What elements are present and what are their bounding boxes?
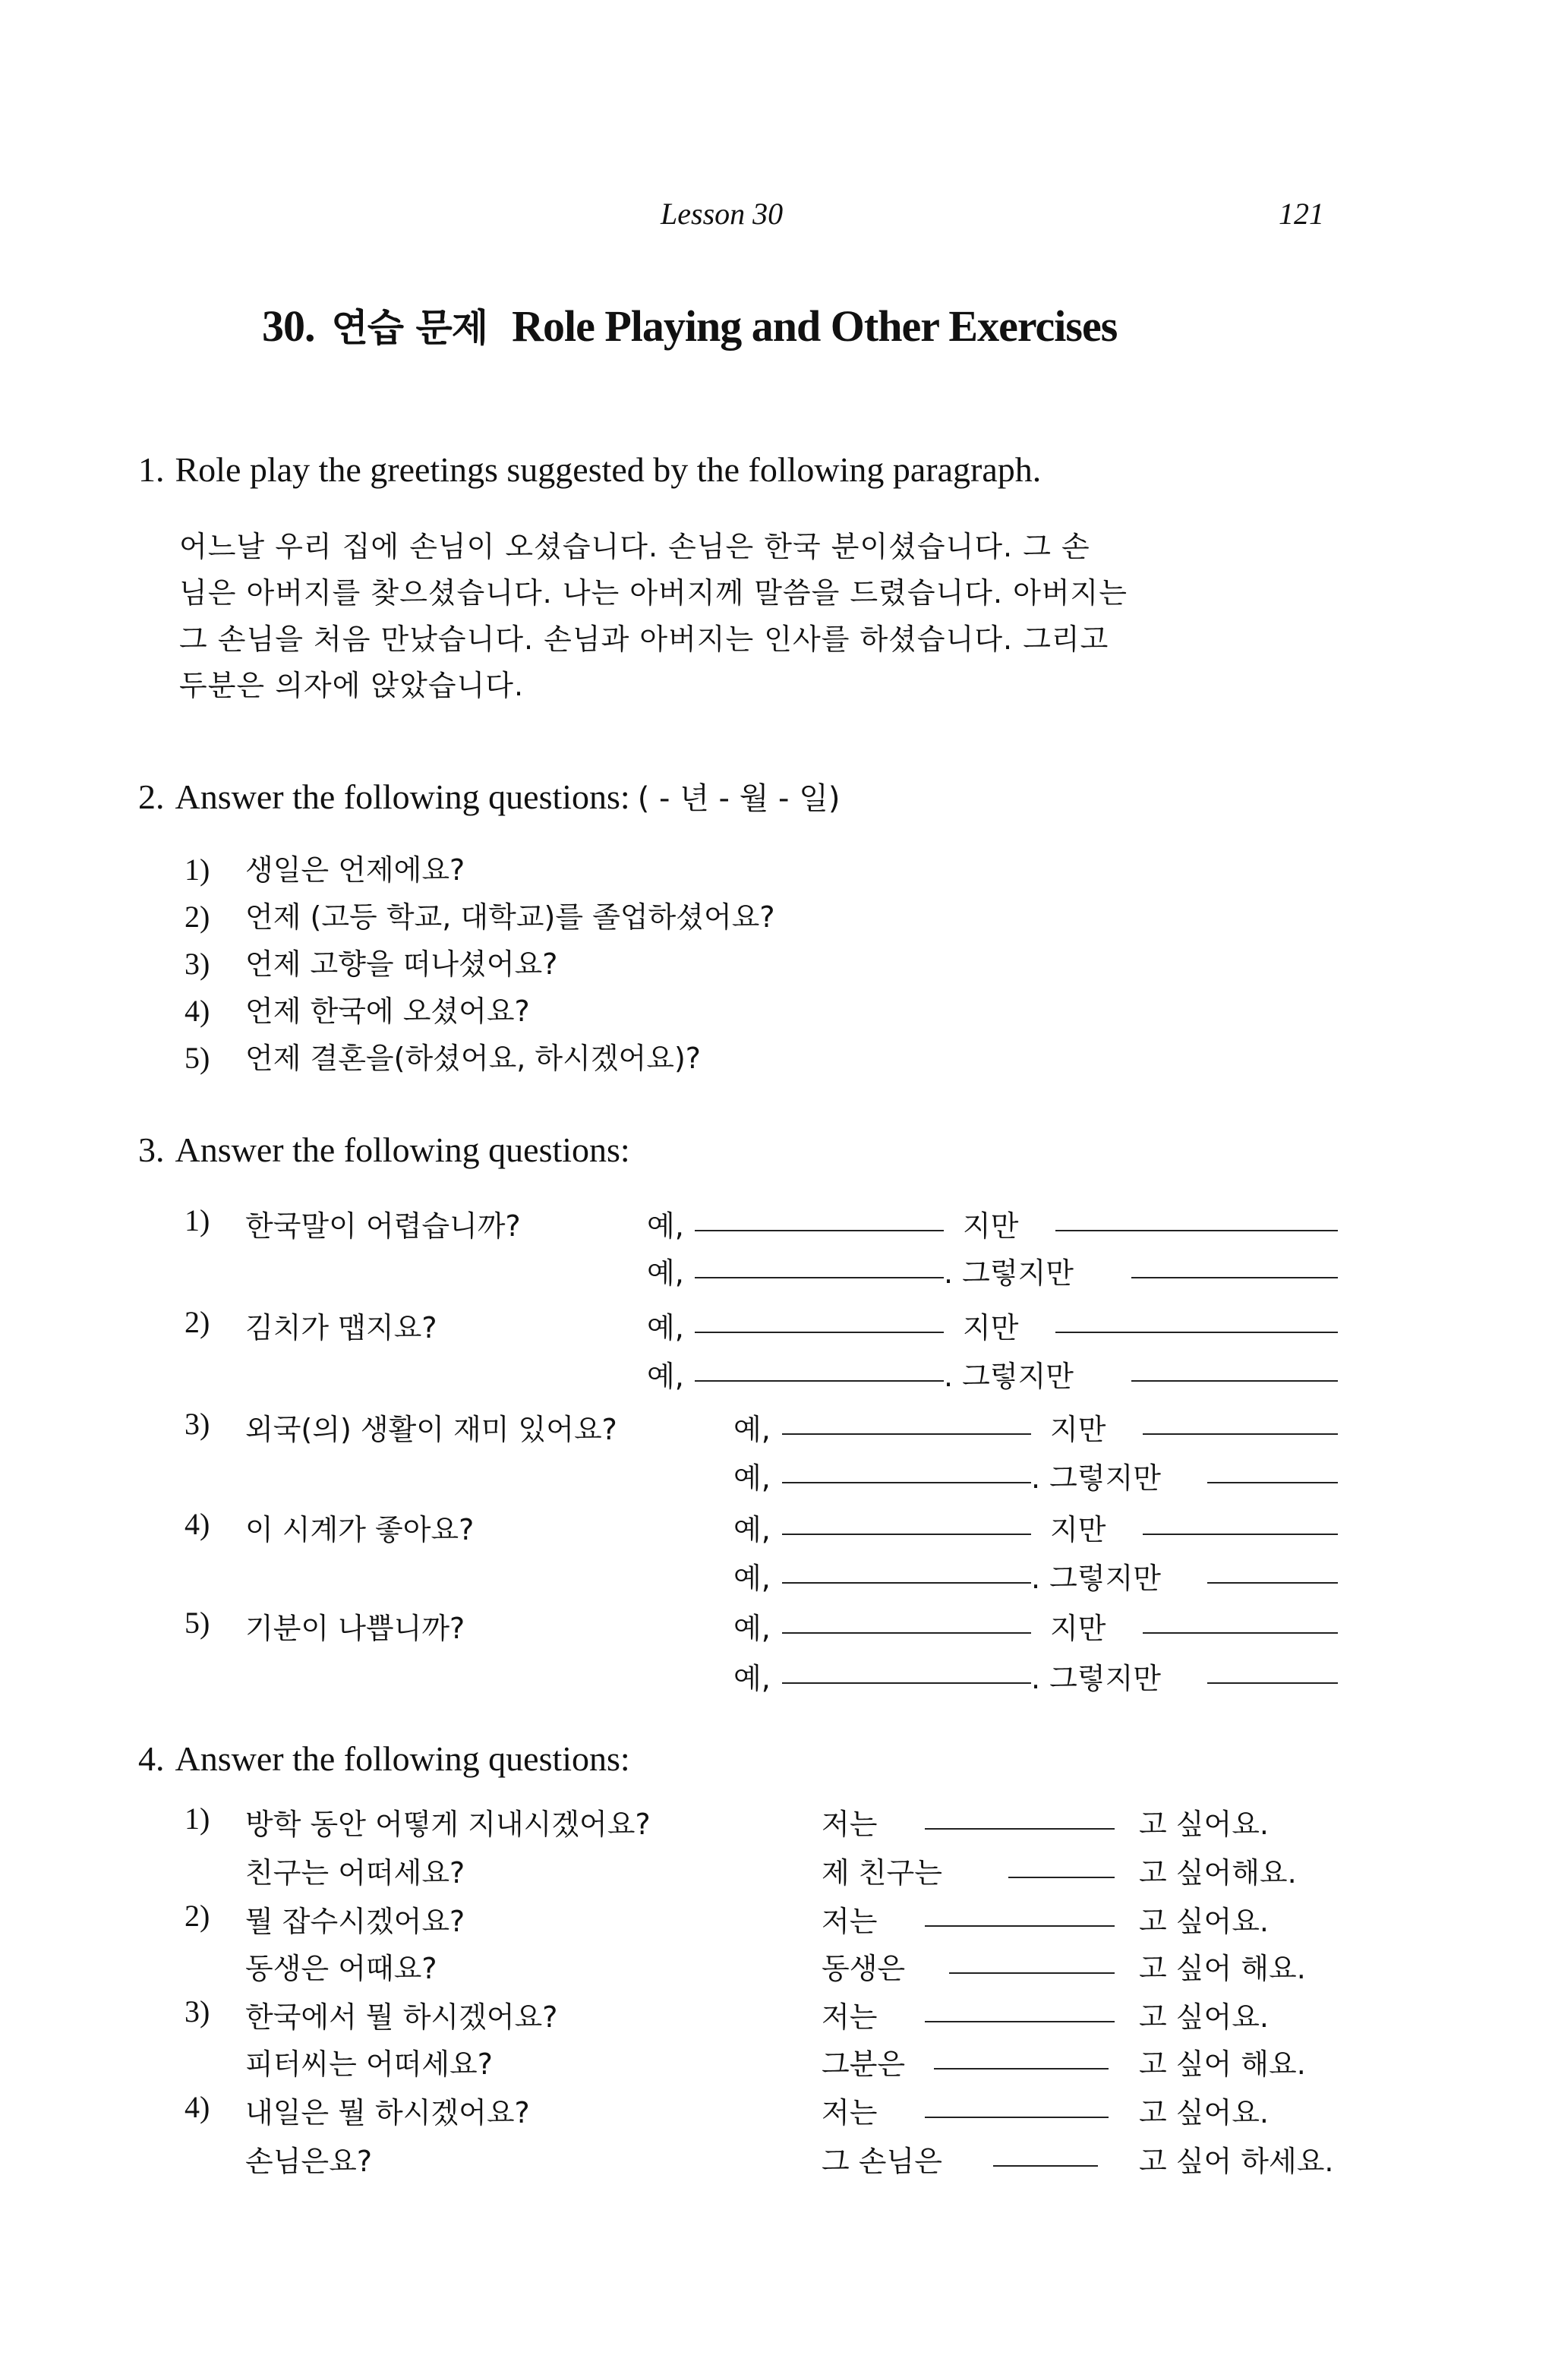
answer-blank[interactable]: [925, 1828, 1115, 1830]
section-number: 2.: [138, 777, 165, 816]
answer-blank[interactable]: [1055, 1230, 1338, 1231]
answer-blank[interactable]: [782, 1534, 1031, 1535]
answer-prefix: 예,: [733, 1662, 771, 1695]
answer-prefix: 저는: [822, 1905, 878, 1938]
answer-prefix: 동생은: [822, 1952, 906, 1985]
answer-blank[interactable]: [782, 1632, 1031, 1634]
question-number: 1): [185, 853, 210, 887]
answer-suffix: 지만: [963, 1209, 1019, 1243]
answer-blank[interactable]: [1207, 1482, 1338, 1483]
answer-blank[interactable]: [1143, 1433, 1338, 1435]
answer-suffix: 지만: [963, 1311, 1019, 1344]
answer-blank[interactable]: [1207, 1582, 1338, 1584]
answer-prefix: 예,: [733, 1612, 771, 1645]
section-2-question: [185, 941, 557, 982]
answer-prefix: 저는: [822, 2000, 878, 2034]
section-number: 3.: [138, 1130, 165, 1169]
question-number: 4): [185, 994, 210, 1028]
answer-suffix: 고 싶어요.: [1139, 2096, 1269, 2129]
answer-prefix: 저는: [822, 2096, 878, 2129]
title-english: Role Playing and Other Exercises: [512, 301, 1118, 351]
question-text: 한국말이 어렵습니까?: [245, 1209, 521, 1243]
question-text: 이 시계가 좋아요?: [245, 1513, 475, 1546]
question-text: 친구는 어떠세요?: [245, 1856, 465, 1890]
answer-prefix: 예,: [733, 1513, 771, 1546]
answer-blank[interactable]: [1131, 1277, 1338, 1278]
section-2-question: [185, 894, 775, 935]
answer-prefix: 예,: [647, 1360, 684, 1393]
answer-prefix: 예,: [647, 1256, 684, 1290]
question-number: 2): [185, 1305, 210, 1339]
question-text: 손님은요?: [245, 2145, 373, 2178]
question-text: 언제 한국에 오셨어요?: [245, 995, 530, 1028]
question-number: 3): [185, 1407, 210, 1441]
answer-blank[interactable]: [695, 1230, 944, 1231]
section-2-question: [185, 1035, 701, 1077]
answer-suffix: 고 싶어 해요.: [1139, 1952, 1306, 1985]
answer-prefix: 그분은: [822, 2047, 906, 2081]
paragraph-line: 그 손님을 처음 만났습니다. 손님과 아버지는 인사를 하셨습니다. 그리고: [179, 623, 1109, 656]
answer-blank[interactable]: [1143, 1632, 1338, 1634]
question-number: 4): [185, 1507, 210, 1541]
answer-blank[interactable]: [782, 1482, 1031, 1483]
section-heading-hint: ( - 년 - 월 - 일): [637, 781, 841, 816]
question-text: 언제 결혼을(하셨어요, 하시겠어요)?: [245, 1042, 701, 1075]
answer-prefix: 예,: [733, 1461, 771, 1495]
section-3-heading: [138, 1130, 630, 1170]
answer-suffix: 지만: [1050, 1612, 1106, 1645]
section-heading-text: Answer the following questions:: [175, 1739, 630, 1778]
answer-suffix: 지만: [1050, 1513, 1106, 1546]
answer-blank[interactable]: [925, 1925, 1115, 1927]
question-text: 뭘 잡수시겠어요?: [245, 1905, 465, 1938]
question-number: 5): [185, 1041, 210, 1075]
answer-prefix: 저는: [822, 1808, 878, 1841]
question-text: 생일은 언제에요?: [245, 853, 465, 887]
answer-suffix: . 그렇지만: [1031, 1562, 1161, 1595]
answer-prefix: 제 친구는: [822, 1856, 942, 1890]
question-text: 피터씨는 어떠세요?: [245, 2047, 493, 2081]
answer-blank[interactable]: [782, 1682, 1031, 1684]
answer-suffix: 고 싶어요.: [1139, 1905, 1269, 1938]
question-text: 언제 (고등 학교, 대학교)를 졸업하셨어요?: [245, 900, 775, 934]
question-text: 방학 동안 어떻게 지내시겠어요?: [245, 1808, 651, 1841]
question-text: 김치가 맵지요?: [245, 1311, 437, 1344]
question-number: 4): [185, 2090, 210, 2124]
section-heading-text: Role play the greetings suggested by the following paragraph.: [175, 450, 1042, 489]
answer-suffix: 고 싶어 하세요.: [1139, 2145, 1334, 2178]
answer-blank[interactable]: [1131, 1380, 1338, 1382]
lesson-label: Lesson 30: [661, 197, 784, 231]
paragraph-line: 두분은 의자에 앉았습니다.: [179, 669, 525, 702]
section-2-heading: [138, 774, 840, 818]
question-number: 3): [185, 1994, 210, 2029]
answer-prefix: 예,: [733, 1562, 771, 1595]
answer-prefix: 예,: [733, 1413, 771, 1446]
section-number: 1.: [138, 450, 165, 489]
question-number: 1): [185, 1802, 210, 1836]
answer-suffix: . 그렇지만: [944, 1256, 1074, 1290]
answer-blank[interactable]: [1143, 1534, 1338, 1535]
question-text: 기분이 나쁩니까?: [245, 1612, 465, 1645]
section-2-question: [185, 988, 530, 1029]
answer-prefix: 예,: [647, 1311, 684, 1344]
question-text: 내일은 뭘 하시겠어요?: [245, 2096, 530, 2129]
answer-suffix: . 그렇지만: [1031, 1461, 1161, 1495]
title-korean: 연습 문제: [331, 306, 488, 350]
answer-blank[interactable]: [993, 2165, 1098, 2167]
answer-blank[interactable]: [1207, 1682, 1338, 1684]
section-1-paragraph: [179, 524, 1341, 709]
answer-blank[interactable]: [925, 2117, 1109, 2118]
answer-blank[interactable]: [695, 1332, 944, 1333]
question-number: 2): [185, 1899, 210, 1933]
answer-blank[interactable]: [925, 2021, 1115, 2022]
answer-blank[interactable]: [782, 1433, 1031, 1435]
section-number: 4.: [138, 1739, 165, 1778]
section-1-heading: [138, 449, 1041, 490]
answer-suffix: 고 싶어요.: [1139, 1808, 1269, 1841]
answer-blank[interactable]: [1055, 1332, 1338, 1333]
answer-blank[interactable]: [695, 1277, 944, 1278]
section-4-heading: [138, 1739, 630, 1779]
answer-suffix: . 그렇지만: [944, 1360, 1074, 1393]
paragraph-line: 님은 아버지를 찾으셨습니다. 나는 아버지께 말씀을 드렸습니다. 아버지는: [179, 576, 1128, 610]
paragraph-line: 어느날 우리 집에 손님이 오셨습니다. 손님은 한국 분이셨습니다. 그 손: [179, 530, 1090, 563]
section-heading-text: Answer the following questions:: [175, 777, 630, 816]
answer-blank[interactable]: [1008, 1877, 1115, 1878]
answer-suffix: 고 싶어해요.: [1139, 1856, 1297, 1890]
running-head: [0, 196, 1555, 241]
question-text: 한국에서 뭘 하시겠어요?: [245, 2000, 558, 2034]
question-text: 동생은 어때요?: [245, 1952, 437, 1985]
answer-suffix: 고 싶어 해요.: [1139, 2047, 1306, 2081]
answer-suffix: 지만: [1050, 1413, 1106, 1446]
page-number: 121: [1279, 197, 1324, 231]
title-number: 30.: [262, 301, 315, 351]
section-2-question: [185, 846, 465, 888]
answer-suffix: . 그렇지만: [1031, 1662, 1161, 1695]
section-heading-text: Answer the following questions:: [175, 1130, 630, 1169]
answer-blank[interactable]: [949, 1972, 1115, 1974]
answer-blank[interactable]: [695, 1380, 944, 1382]
page-title: [262, 298, 1117, 352]
answer-blank[interactable]: [782, 1582, 1031, 1584]
question-number: 5): [185, 1606, 210, 1640]
question-text: 외국(의) 생활이 재미 있어요?: [245, 1413, 617, 1446]
answer-suffix: 고 싶어요.: [1139, 2000, 1269, 2034]
question-text: 언제 고향을 떠나셨어요?: [245, 947, 558, 981]
question-number: 3): [185, 947, 210, 981]
question-number: 1): [185, 1203, 210, 1237]
question-number: 2): [185, 900, 210, 934]
answer-blank[interactable]: [934, 2068, 1109, 2069]
answer-prefix: 그 손님은: [822, 2145, 942, 2178]
answer-prefix: 예,: [647, 1209, 684, 1243]
